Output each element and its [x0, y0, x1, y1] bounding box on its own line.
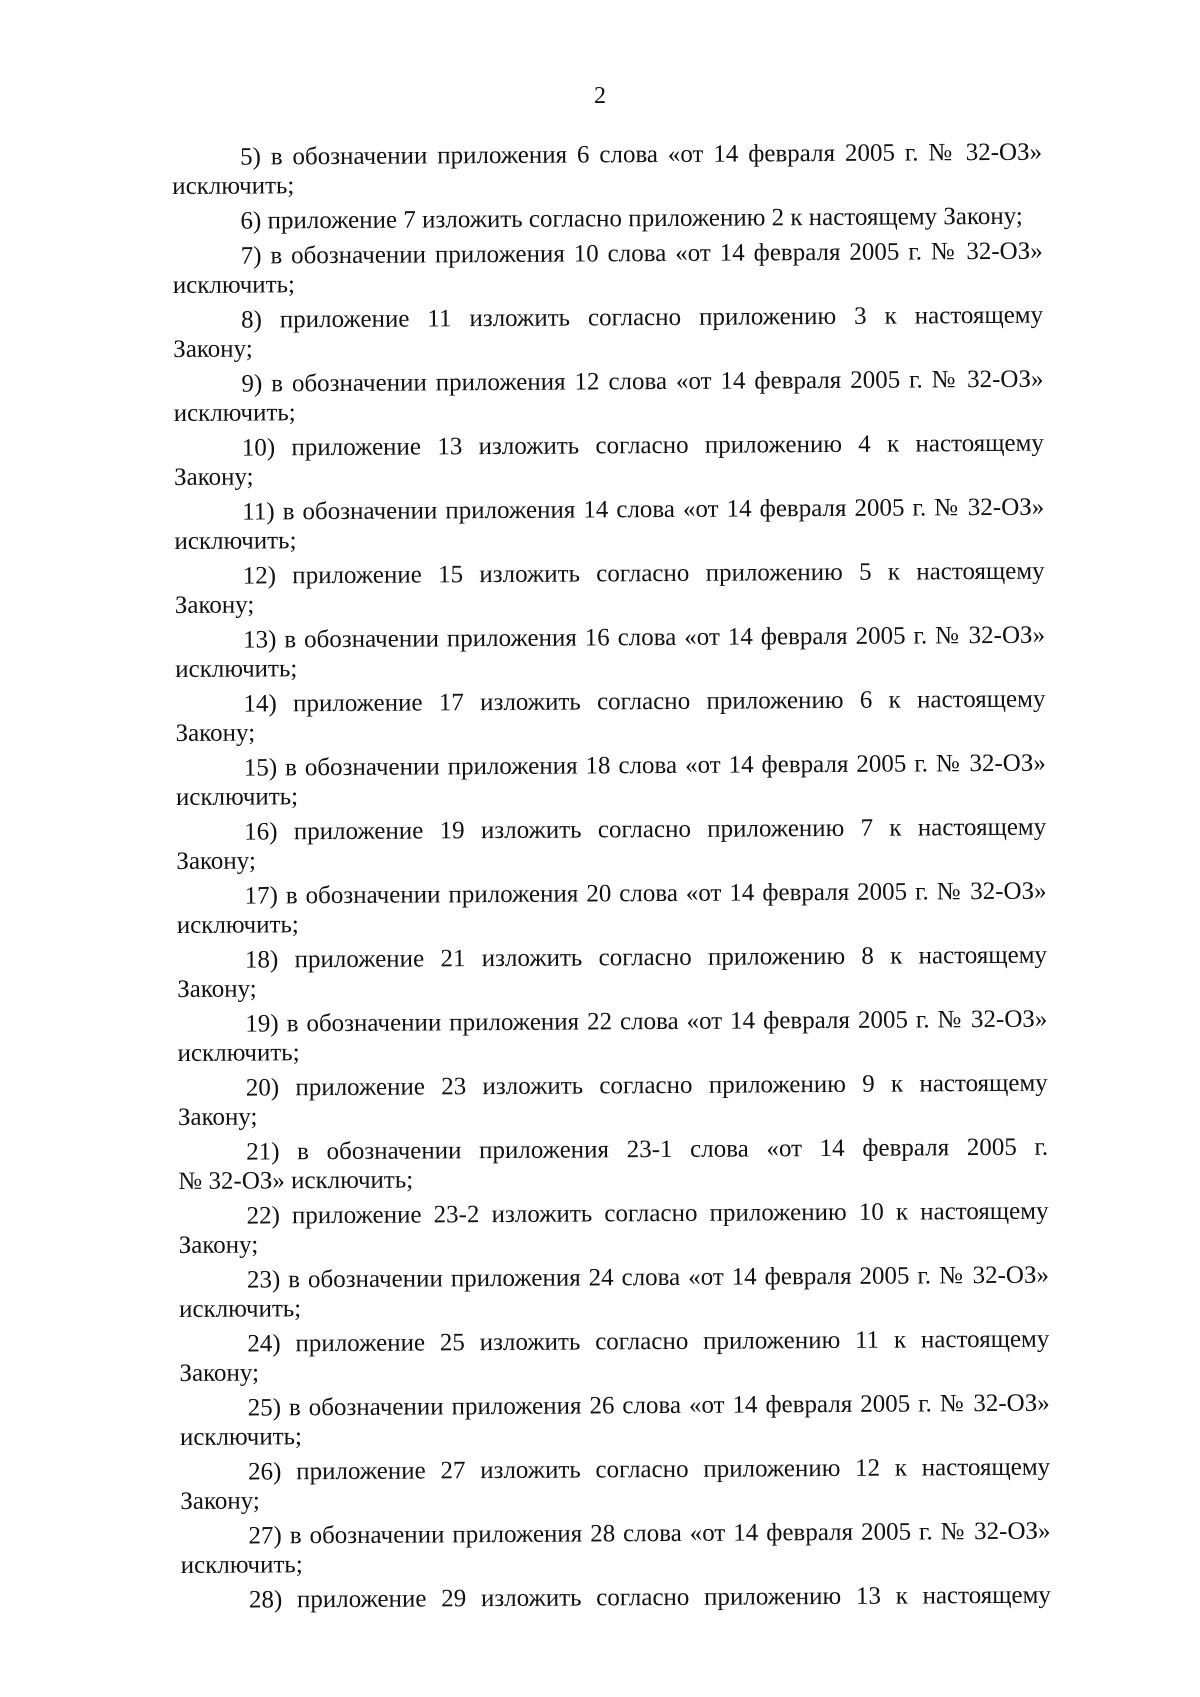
item-continuation: Закону; [177, 975, 257, 1003]
item-first-line: 12) приложение 15 изложить согласно приложению 5 к настоящему [242, 557, 1045, 590]
list-item [175, 621, 1045, 684]
list-item [178, 1069, 1048, 1132]
item-first-line: 28) приложение 29 изложить согласно приложению 13 к настоящему [248, 1581, 1051, 1614]
list-item [173, 365, 1043, 428]
amendment-list [172, 138, 1051, 1621]
list-item [179, 1261, 1049, 1324]
list-item [174, 429, 1044, 492]
item-continuation: Закону; [174, 591, 255, 619]
list-item [180, 1389, 1050, 1452]
item-continuation: исключить; [172, 271, 295, 299]
item-continuation: исключить; [174, 527, 297, 555]
item-continuation: Закону; [178, 1231, 259, 1259]
list-item [179, 1325, 1049, 1388]
item-first-line: 8) приложение 11 изложить согласно приложению 3 к настоящему [241, 301, 1044, 334]
item-first-line: 15) в обозначении приложения 18 слова «от 14 февраля 2005 г. № 32-ОЗ» [243, 749, 1046, 782]
item-first-line: 13) в обозначении приложения 16 слова «от 14 февраля 2005 г. № 32-ОЗ» [242, 621, 1046, 654]
list-item [180, 1453, 1050, 1516]
item-first-line: 16) приложение 19 изложить согласно приложению 7 к настоящему [244, 813, 1047, 846]
list-item [175, 685, 1045, 748]
item-first-line: 7) в обозначении приложения 10 слова «от 14 февраля 2005 г. № 32-ОЗ» [240, 237, 1043, 270]
list-item [172, 138, 1042, 201]
item-continuation: Закону; [175, 719, 256, 747]
item-first-line: 20) приложение 23 изложить согласно приложению 9 к настоящему [245, 1069, 1048, 1102]
item-first-line: 14) приложение 17 изложить согласно приложению 6 к настоящему [243, 685, 1046, 718]
item-continuation: исключить; [176, 911, 299, 939]
item-first-line: 24) приложение 25 изложить согласно приложению 11 к настоящему [247, 1325, 1050, 1358]
list-item [175, 557, 1045, 620]
list-item [180, 1517, 1050, 1580]
item-continuation: исключить; [175, 783, 299, 811]
item-continuation: исключить; [179, 1295, 302, 1323]
item-continuation: Закону; [177, 1103, 258, 1131]
item-first-line: 11) в обозначении приложения 14 слова «от 14 февраля 2005 г. № 32-ОЗ» [242, 493, 1045, 526]
item-first-line: 19) в обозначении приложения 22 слова «от 14 февраля 2005 г. № 32-ОЗ» [245, 1005, 1048, 1038]
item-continuation: исключить; [179, 1423, 303, 1451]
list-item [177, 877, 1047, 940]
item-first-line: 21) в обозначении приложения 23-1 слова «от 14 февраля 2005 г. [246, 1133, 1049, 1166]
item-first-line: 10) приложение 13 изложить согласно приложению 4 к настоящему [241, 429, 1044, 462]
item-continuation: Закону; [173, 463, 254, 491]
page-number: 2 [594, 83, 606, 109]
item-continuation: Закону; [180, 1487, 260, 1515]
item-continuation: № 32-ОЗ» исключить; [178, 1166, 414, 1195]
item-first-line: 18) приложение 21 изложить согласно приложению 8 к настоящему [244, 941, 1048, 974]
item-first-line: 9) в обозначении приложения 12 слова «от 14 февраля 2005 г. № 32-ОЗ» [241, 365, 1044, 398]
list-item [173, 301, 1043, 364]
list-item [176, 813, 1046, 876]
item-continuation: Закону; [179, 1359, 260, 1387]
item-continuation: исключить; [175, 655, 298, 683]
item-continuation: исключить; [172, 172, 295, 200]
item-first-line: 23) в обозначении приложения 24 слова «от 14 февраля 2005 г. № 32-ОЗ» [246, 1261, 1050, 1294]
item-first-line: 26) приложение 27 изложить согласно приложению 12 к настоящему [248, 1453, 1051, 1486]
list-item [173, 237, 1043, 300]
item-continuation: Закону; [176, 847, 256, 875]
item-continuation: Закону; [173, 335, 253, 363]
item-first-line: 17) в обозначении приложения 20 слова «от 14 февраля 2005 г. № 32-ОЗ» [244, 877, 1047, 910]
item-first-line: 6) приложение 7 изложить согласно приложению 2 к настоящему Закону; [240, 202, 1023, 235]
item-continuation: исключить; [177, 1039, 300, 1067]
list-item [176, 749, 1046, 812]
list-item [178, 1133, 1048, 1196]
item-continuation: исключить; [180, 1551, 303, 1579]
list-item [174, 493, 1044, 556]
item-first-line: 5) в обозначении приложения 6 слова «от 14 февраля 2005 г. № 32-ОЗ» [240, 138, 1043, 171]
item-first-line: 27) в обозначении приложения 28 слова «от 14 февраля 2005 г. № 32-ОЗ» [248, 1517, 1051, 1550]
list-item [177, 1005, 1047, 1068]
list-item [181, 1581, 1051, 1615]
list-item [177, 941, 1047, 1004]
item-first-line: 22) приложение 23-2 изложить согласно приложению 10 к настоящему [246, 1197, 1049, 1230]
item-continuation: исключить; [173, 399, 296, 427]
item-first-line: 25) в обозначении приложения 26 слова «от 14 февраля 2005 г. № 32-ОЗ» [247, 1389, 1050, 1422]
list-item [178, 1197, 1048, 1260]
list-item [172, 202, 1042, 236]
